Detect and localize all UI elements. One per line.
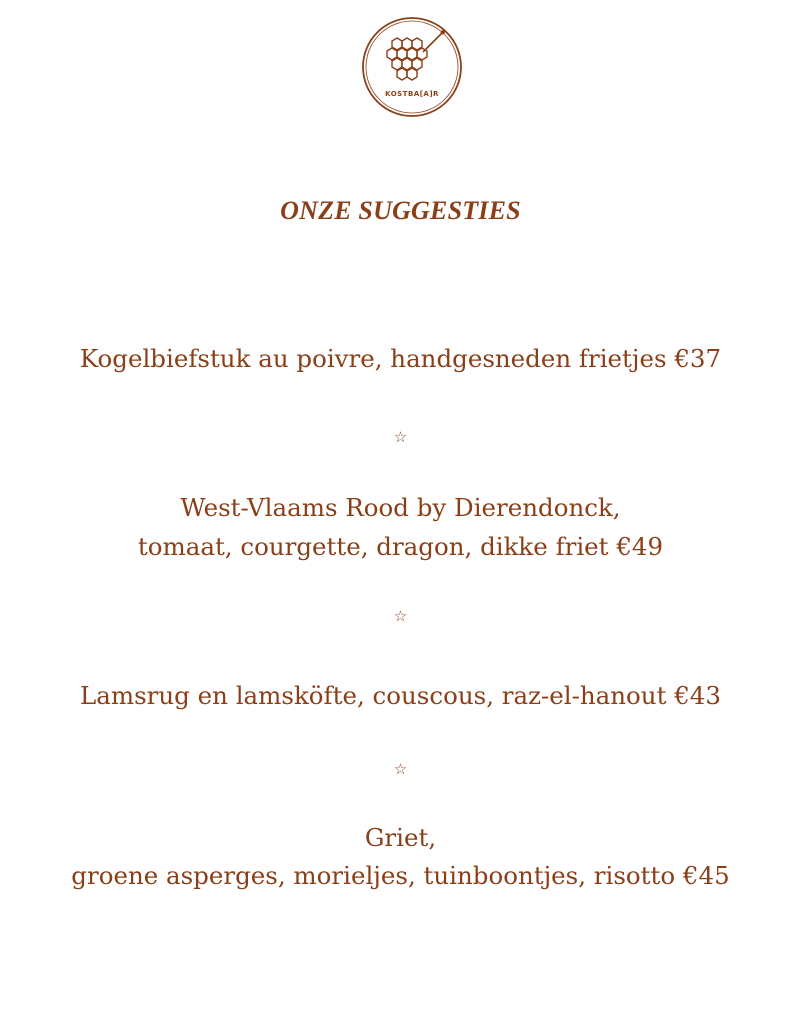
- separator-star-icon: ☆: [393, 428, 408, 446]
- dish-4-line-2: groene asperges, morieljes, tuinboontjes, risotto €45: [71, 861, 730, 890]
- dish-3-line-1: Lamsrug en lamsköfte, couscous, raz-el-hanout €43: [80, 681, 721, 710]
- dish-1-line-1: Kogelbiefstuk au poivre, handgesneden frietjes €37: [79, 344, 722, 373]
- logo-text: KOSTBA[A]R: [385, 90, 439, 98]
- separator-star-icon: ☆: [393, 607, 408, 625]
- kostbaar-logo: [361, 16, 463, 118]
- dish-4-line-1: Griet,: [364, 823, 437, 852]
- dish-2-line-2: tomaat, courgette, dragon, dikke friet €49: [137, 532, 664, 561]
- page-title: ONZE SUGGESTIES: [280, 196, 521, 225]
- dish-2-line-1: West-Vlaams Rood by Dierendonck,: [180, 493, 621, 522]
- separator-star-icon: ☆: [393, 760, 408, 778]
